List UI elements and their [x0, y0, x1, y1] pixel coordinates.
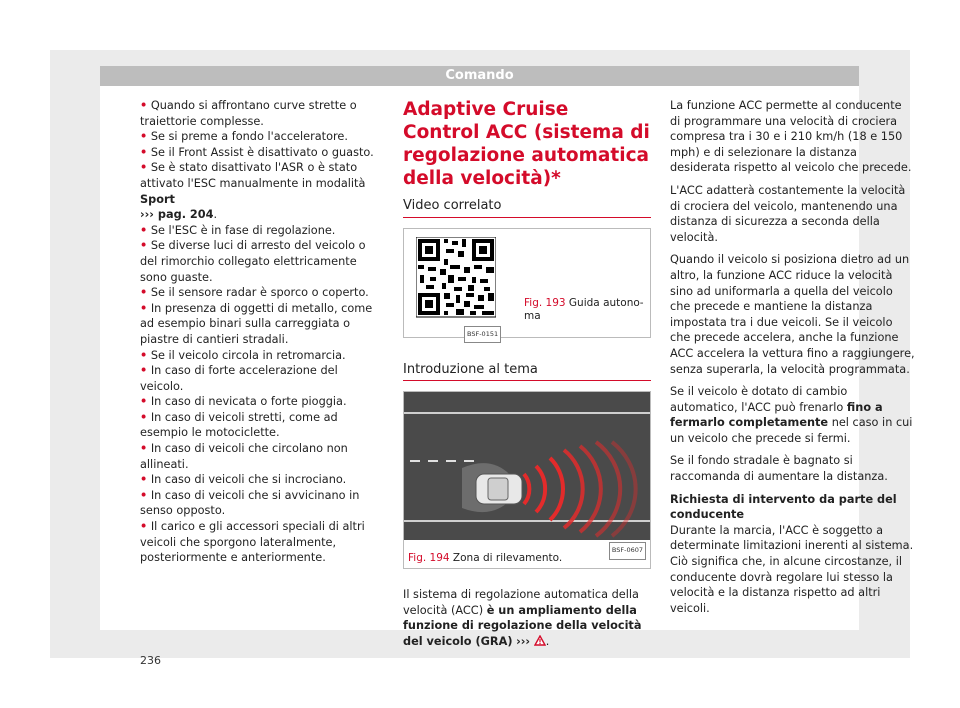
subheading: Richiesta di intervento da parte del conducente: [670, 492, 897, 522]
warning-triangle-icon: [534, 635, 546, 646]
detection-zone-illustration: [404, 392, 650, 540]
right-column: [670, 98, 915, 623]
figure-caption: Fig. 193 Guida autonoma: [524, 296, 644, 322]
list-item: • In caso di veicoli che si incrociano.: [140, 473, 347, 487]
figure-code: BSF-0607: [609, 542, 646, 560]
list-item: • In caso di veicoli che si avvicinano in senso opposto.: [140, 488, 360, 518]
list-item: • In caso di nevicata o forte pioggia.: [140, 395, 347, 409]
intro-heading: Introduzione al tema: [403, 362, 651, 382]
figure-194: [403, 391, 651, 569]
list-item: • In presenza di oggetti di metallo, come ad esempio binari sulla carreggiata o piastre di cantieri stradali.: [140, 301, 373, 346]
list-item: • Se è stato disattivato l'ASR o è stato attivato l'ESC manualmente in modalità Sport ››› pag. 204.: [140, 161, 366, 222]
list-item: • Se diverse luci di arresto del veicolo o del rimorchio collegato elettricamente sono guaste.: [140, 239, 366, 284]
middle-column: [403, 98, 651, 657]
limitations-list: [140, 98, 380, 566]
list-item: • In caso di forte accelerazione del veicolo.: [140, 364, 338, 393]
figure-caption: Fig. 194 Zona di rilevamento.: [408, 552, 563, 565]
paragraph: Se il fondo stradale è bagnato si raccomanda di aumentare la distanza.: [670, 454, 888, 484]
list-item: • Se il Front Assist è disattivato o guasto.: [140, 145, 374, 159]
page-content: [100, 86, 915, 667]
left-column: [140, 98, 380, 566]
sport-mode-label: Sport: [140, 192, 175, 206]
list-item: • Quando si affrontano curve strette o traiettorie complesse.: [140, 99, 357, 128]
paragraph: Se il veicolo è dotato di cambio automatico, l'ACC può frenarlo fino a fermarlo completamente nel caso in cui un veicolo che precede si fermi.: [670, 385, 913, 445]
figure-193: [403, 228, 651, 338]
figure-code: BSF-0151: [464, 326, 501, 344]
list-item: • Se si preme a fondo l'acceleratore.: [140, 130, 348, 144]
warning-reference-link[interactable]: ›››: [516, 634, 531, 648]
list-item: • Se il veicolo circola in retromarcia.: [140, 348, 346, 362]
paragraph: Quando il veicolo si posiziona dietro ad un altro, la funzione ACC riduce la velocità sino ad uniformarla a quella del veicolo che precede e mantiene la distanza impostata tra i due veicoli. Se il veicolo che precede accelera, anche la funzione ACC accelera la vettura fino a raggiungere, senza superarla, la velocità programmata.: [670, 253, 915, 376]
list-item: • Se l'ESC è in fase di regolazione.: [140, 223, 336, 237]
section-header: Comando: [100, 66, 859, 86]
page-number: 236: [140, 654, 161, 667]
page-reference-link[interactable]: ››› pag. 204: [140, 208, 214, 222]
paragraph: La funzione ACC permette al conducente di programmare una velocità di crociera compresa tra i 30 e i 210 km/h (18 e 150 mph) e di selezionare la distanza desiderata rispetto al veicolo che precede.: [670, 99, 912, 175]
section-title: Adaptive Cruise Control ACC (sistema di regolazione automatica della velocità)*: [403, 99, 650, 189]
intro-paragraph: Il sistema di regolazione automatica della velocità (ACC) è un ampliamento della funzione di regolazione della velocità del veicolo (GRA) ››› .: [403, 588, 642, 648]
paragraph: Durante la marcia, l'ACC è soggetto a determinate limitazioni inerenti al sistema. Ciò significa che, in alcune circostanze, il conducente dovrà regolare lui stesso la velocità e la distanza rispetto ad altri veicoli.: [670, 523, 914, 615]
paragraph: L'ACC adatterà costantemente la velocità di crociera del veicolo, mantenendo una distanza di sicurezza a seconda della velocità.: [670, 183, 906, 244]
list-item: • Il carico e gli accessori speciali di altri veicoli che sporgono lateralmente, posteriormente e anteriormente.: [140, 520, 365, 565]
video-heading: Video correlato: [403, 198, 651, 218]
list-item: • In caso di veicoli stretti, come ad esempio le motociclette.: [140, 410, 338, 440]
list-item: • In caso di veicoli che circolano non allineati.: [140, 442, 348, 471]
qr-code-icon[interactable]: [416, 237, 496, 327]
list-item: • Se il sensore radar è sporco o coperto.: [140, 286, 369, 300]
page-background: [50, 50, 915, 667]
